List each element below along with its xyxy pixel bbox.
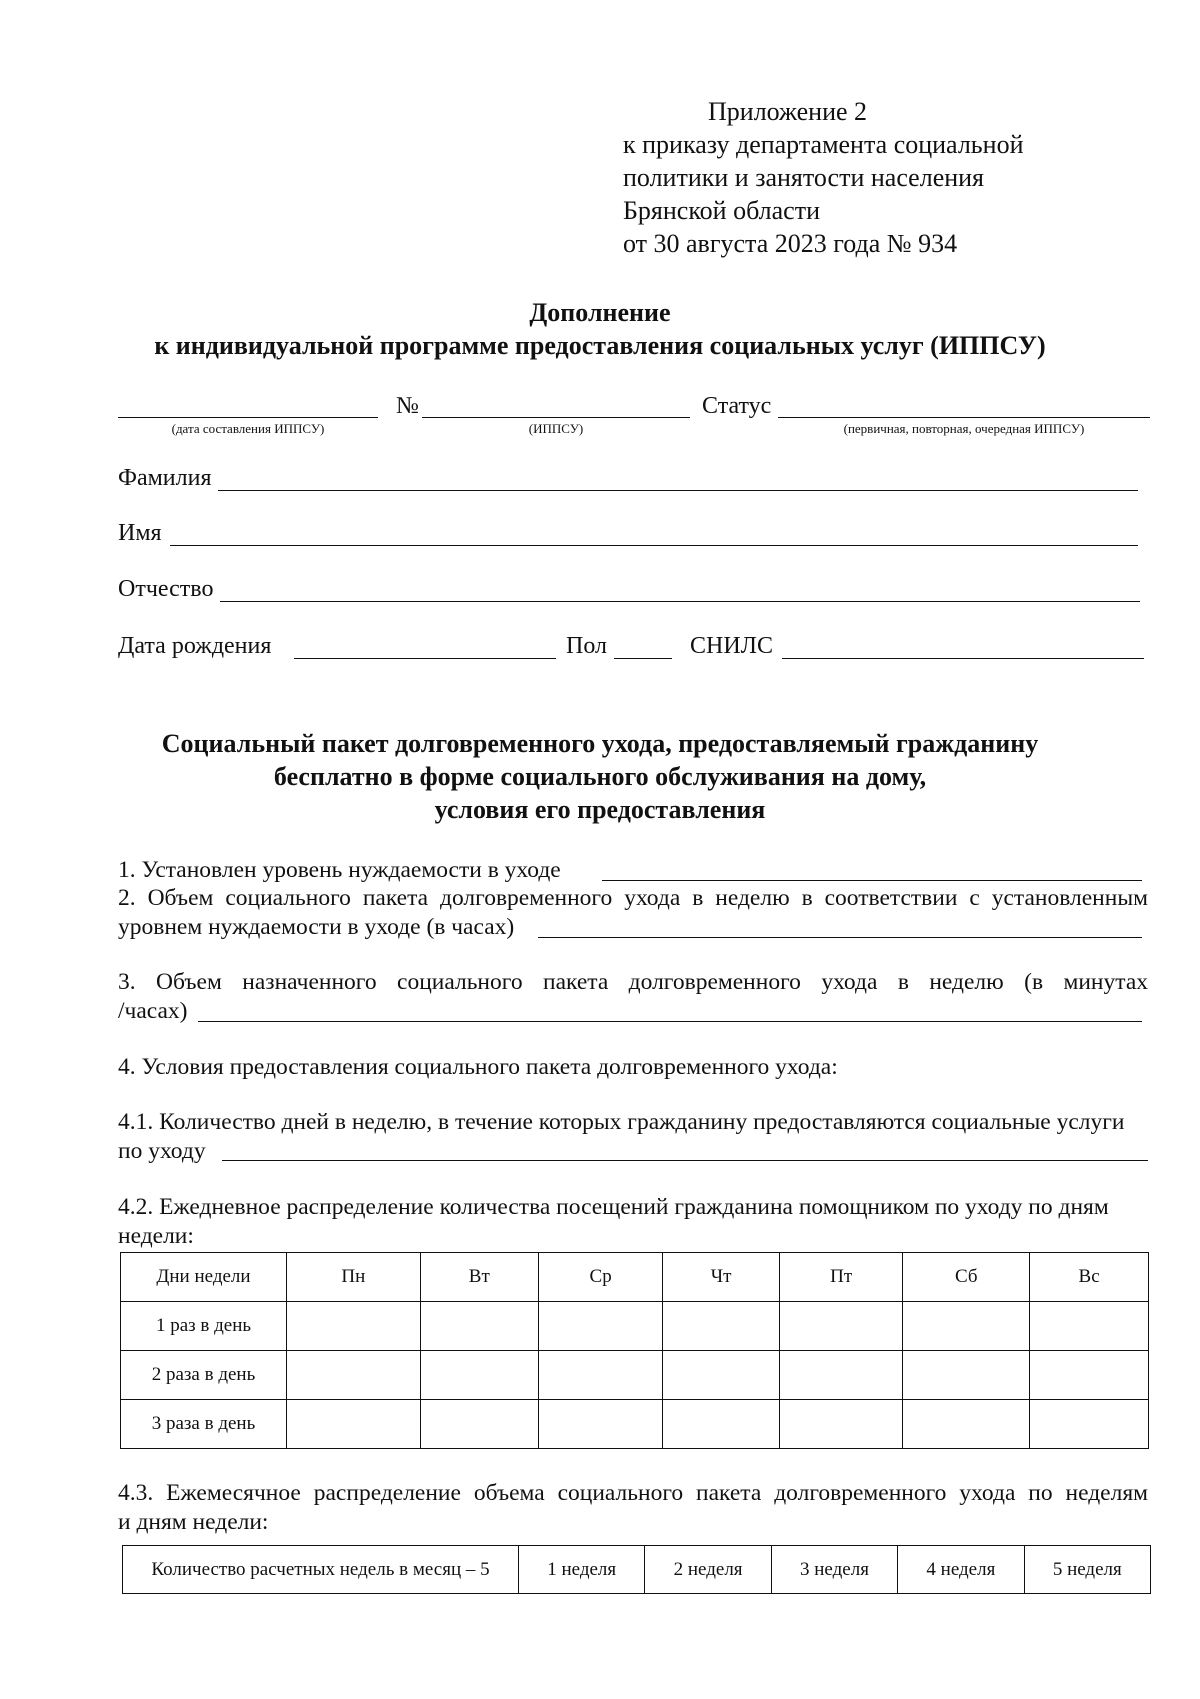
table-cell[interactable] — [903, 1351, 1030, 1400]
appendix-header — [623, 95, 1024, 260]
visits-table — [120, 1252, 1149, 1449]
table-cell[interactable] — [287, 1400, 421, 1449]
table-cell[interactable] — [1030, 1351, 1149, 1400]
item-4-text: 4. Условия предоставления социального пакета долговременного ухода: — [118, 1054, 838, 1080]
number-field[interactable] — [422, 417, 690, 418]
table-cell[interactable] — [287, 1351, 421, 1400]
table-header-cell: Вс — [1030, 1253, 1149, 1302]
snils-field[interactable] — [782, 658, 1144, 659]
doc-title: Дополнение — [529, 298, 671, 327]
appendix-line-4: от 30 августа 2023 года № 934 — [623, 229, 958, 258]
weeks-count-cell: Количество расчетных недель в месяц – 5 — [123, 1546, 519, 1594]
week-cell: 2 неделя — [645, 1546, 771, 1594]
table-header-cell: Ср — [538, 1253, 663, 1302]
visits-table-header — [121, 1253, 1149, 1302]
need-level-field[interactable] — [602, 880, 1142, 881]
table-header-cell: Дни недели — [121, 1253, 287, 1302]
table-cell[interactable] — [663, 1302, 779, 1351]
item-4-1-text-cont: по уходу — [118, 1138, 206, 1164]
number-caption: (ИППСУ) — [528, 421, 584, 436]
item-4-2-text-cont: недели: — [118, 1223, 194, 1249]
name-field[interactable] — [170, 545, 1138, 546]
table-header-cell: Чт — [663, 1253, 779, 1302]
assigned-volume-field[interactable] — [198, 1021, 1142, 1022]
number-sign: № — [396, 393, 419, 419]
days-per-week-field[interactable] — [222, 1160, 1148, 1161]
item-3-text-cont: /часах) — [118, 998, 188, 1024]
table-row — [121, 1400, 1149, 1449]
table-row — [123, 1546, 1151, 1594]
snils-label: СНИЛС — [690, 633, 773, 659]
table-cell[interactable] — [287, 1302, 421, 1351]
section-title-line-1: Социальный пакет долговременного ухода, предоставляемый гражданину — [161, 729, 1039, 758]
surname-label: Фамилия — [118, 465, 212, 491]
row-label: 2 раза в день — [121, 1351, 287, 1400]
table-cell[interactable] — [1030, 1302, 1149, 1351]
week-cell: 5 неделя — [1024, 1546, 1150, 1594]
table-header-cell: Вт — [420, 1253, 538, 1302]
appendix-line-2: политики и занятости населения — [623, 163, 985, 192]
item-4-1-text: 4.1. Количество дней в неделю, в течение которых гражданину предоставляются социальные услуги — [118, 1109, 1125, 1135]
weekly-hours-field[interactable] — [538, 937, 1142, 938]
item-4-3-text: 4.3. Ежемесячное распределение объема социального пакета долговременного ухода по неделям — [118, 1480, 1148, 1506]
item-4-2-text: 4.2. Ежедневное распределение количества посещений гражданина помощником по уходу по дням — [118, 1194, 1109, 1220]
table-cell[interactable] — [663, 1351, 779, 1400]
item-2-text: 2. Объем социального пакета долговременного ухода в неделю в соответствии с установленным — [118, 885, 1148, 911]
status-field[interactable] — [778, 417, 1150, 418]
table-cell[interactable] — [1030, 1400, 1149, 1449]
table-cell[interactable] — [420, 1351, 538, 1400]
surname-field[interactable] — [218, 490, 1138, 491]
table-row — [121, 1302, 1149, 1351]
table-cell[interactable] — [538, 1351, 663, 1400]
table-cell[interactable] — [903, 1302, 1030, 1351]
table-cell[interactable] — [538, 1400, 663, 1449]
week-cell: 3 неделя — [771, 1546, 897, 1594]
table-header-cell: Пт — [779, 1253, 903, 1302]
table-cell[interactable] — [420, 1400, 538, 1449]
patronymic-label: Отчество — [118, 576, 214, 602]
table-cell[interactable] — [663, 1400, 779, 1449]
status-label: Статус — [702, 393, 772, 419]
birthdate-label: Дата рождения — [118, 633, 272, 659]
birthdate-field[interactable] — [294, 658, 556, 659]
row-label: 1 раз в день — [121, 1302, 287, 1351]
appendix-line-1: к приказу департамента социальной — [623, 130, 1024, 159]
status-caption: (первичная, повторная, очередная ИППСУ) — [843, 421, 1085, 436]
date-field[interactable] — [118, 417, 378, 418]
week-cell: 1 неделя — [519, 1546, 645, 1594]
item-4-3-text-cont: и дням недели: — [118, 1509, 269, 1535]
date-caption: (дата составления ИППСУ) — [171, 421, 325, 436]
item-3-text: 3. Объем назначенного социального пакета долговременного ухода в неделю (в минутах — [118, 969, 1148, 995]
item-1-text: 1. Установлен уровень нуждаемости в уходе — [118, 857, 561, 883]
doc-subtitle: к индивидуальной программе предоставления социальных услуг (ИППСУ) — [154, 331, 1046, 360]
section-title-line-3: условия его предоставления — [434, 795, 766, 824]
table-header-cell: Пн — [287, 1253, 421, 1302]
appendix-number: Приложение 2 — [708, 97, 868, 126]
table-cell[interactable] — [779, 1302, 903, 1351]
patronymic-field[interactable] — [220, 601, 1140, 602]
table-cell[interactable] — [420, 1302, 538, 1351]
weeks-table — [122, 1545, 1151, 1594]
appendix-line-3: Брянской области — [623, 196, 820, 225]
table-row — [121, 1351, 1149, 1400]
table-cell[interactable] — [903, 1400, 1030, 1449]
week-cell: 4 неделя — [898, 1546, 1024, 1594]
table-cell[interactable] — [779, 1400, 903, 1449]
section-title-line-2: бесплатно в форме социального обслуживания на дому, — [273, 762, 927, 791]
sex-field[interactable] — [614, 658, 672, 659]
sex-label: Пол — [566, 633, 607, 659]
table-header-cell: Сб — [903, 1253, 1030, 1302]
item-2-text-cont: уровнем нуждаемости в уходе (в часах) — [118, 914, 515, 940]
name-label: Имя — [118, 520, 162, 546]
table-cell[interactable] — [779, 1351, 903, 1400]
table-cell[interactable] — [538, 1302, 663, 1351]
row-label: 3 раза в день — [121, 1400, 287, 1449]
